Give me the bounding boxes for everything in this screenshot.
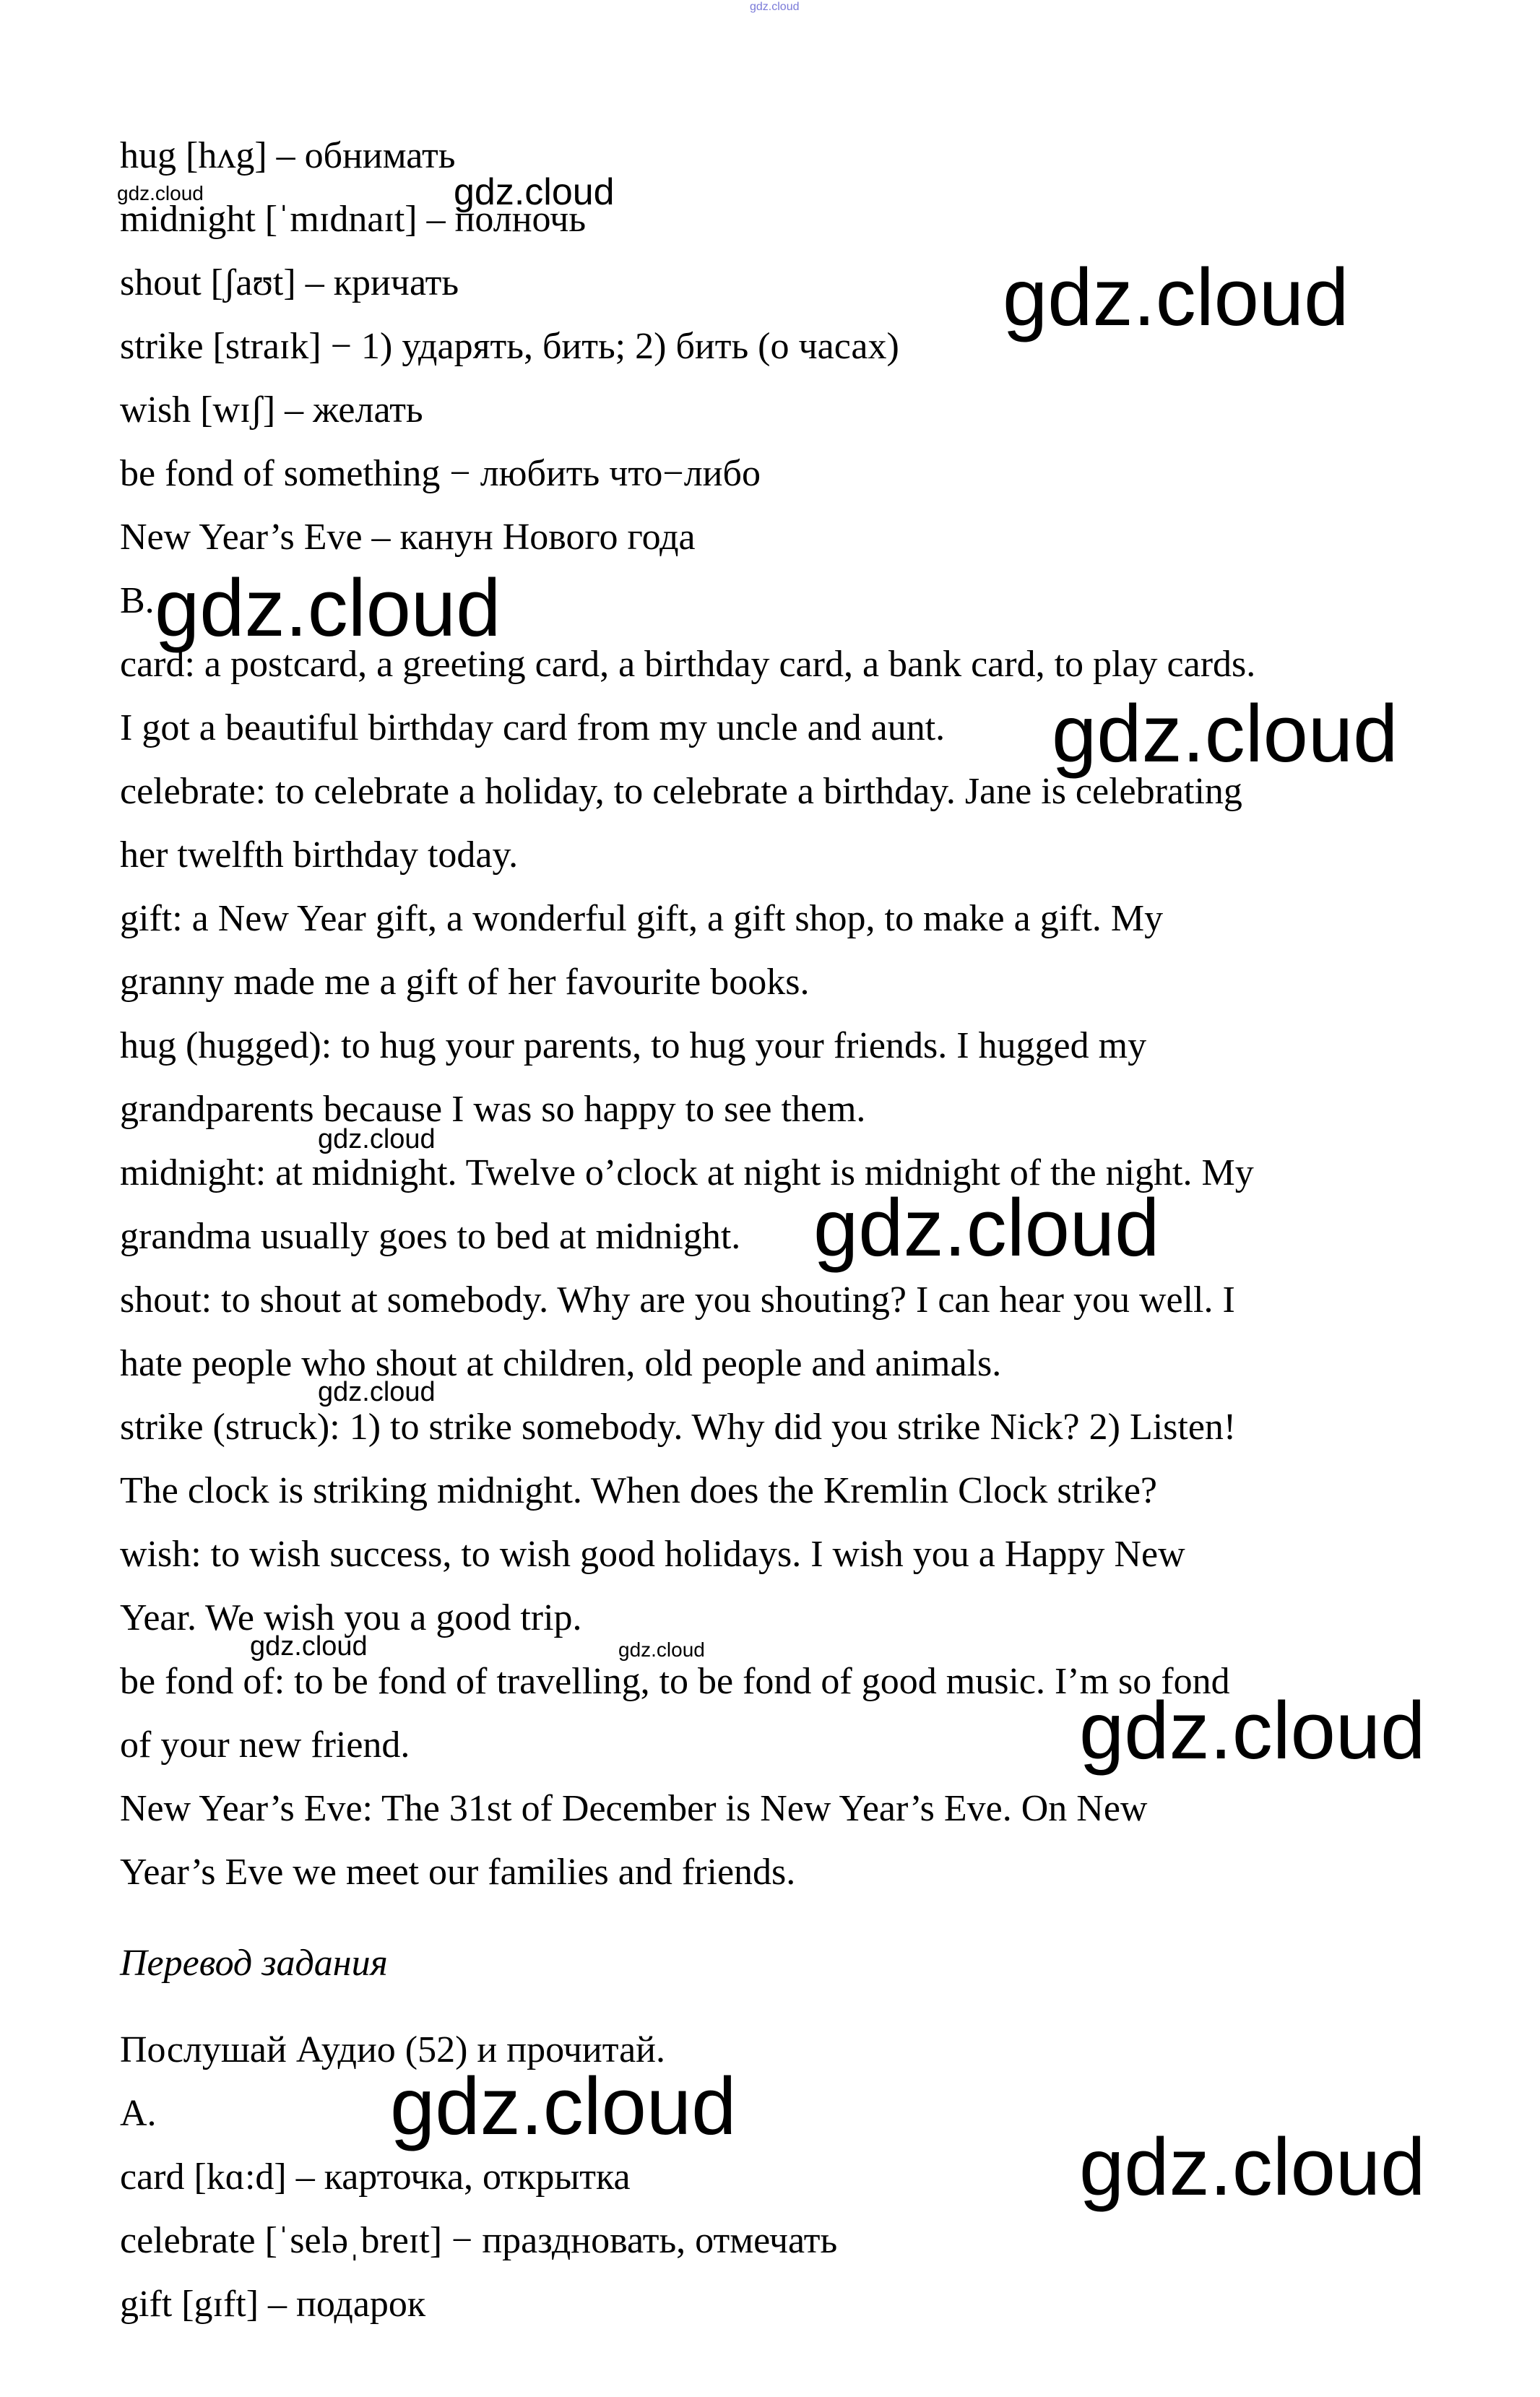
text-line: grandparents because I was so happy to see them. — [120, 1089, 866, 1130]
watermark: gdz.cloud — [1003, 252, 1349, 342]
watermark: gdz.cloud — [250, 1631, 368, 1662]
watermark: gdz.cloud — [618, 1638, 705, 1661]
vocab-line-card: card [kɑ:d] – карточка, открытка — [120, 2156, 631, 2198]
task-instruction: Послушай Аудио (52) и прочитай. — [120, 2029, 665, 2070]
watermark: gdz.cloud — [1079, 1685, 1426, 1776]
vocab-line-hug: hug [hʌg] – обнимать — [120, 135, 456, 176]
watermark: gdz.cloud — [1079, 2122, 1426, 2212]
vocab-line-be-fond: be fond of something − любить что−либо — [120, 453, 761, 494]
text-line: Year’s Eve we meet our families and friends. — [120, 1852, 796, 1893]
section-label-b: B. — [120, 580, 155, 621]
text-line: hate people who shout at children, old people and animals. — [120, 1343, 1002, 1384]
text-line: midnight: at midnight. Twelve o’clock at night is midnight of the night. My — [120, 1152, 1254, 1193]
watermark: gdz.cloud — [318, 1124, 436, 1154]
translation-heading: Перевод задания — [120, 1943, 388, 1984]
watermark: gdz.cloud — [813, 1183, 1160, 1273]
text-line: shout: to shout at somebody. Why are you shouting? I can hear you well. I — [120, 1279, 1235, 1321]
text-line: her twelfth birthday today. — [120, 834, 519, 876]
text-line: granny made me a gift of her favourite books. — [120, 962, 810, 1003]
watermark: gdz.cloud — [155, 563, 501, 653]
text-line: card: a postcard, a greeting card, a birthday card, a bank card, to play cards. — [120, 644, 1256, 685]
vocab-line-shout: shout [ʃaʊt] – кричать — [120, 262, 459, 303]
text-line: wish: to wish success, to wish good holidays. I wish you a Happy New — [120, 1534, 1185, 1575]
vocab-line-wish: wish [wɪʃ] – желать — [120, 389, 423, 431]
text-line: I got a beautiful birthday card from my uncle and aunt. — [120, 707, 946, 748]
watermark: gdz.cloud — [117, 182, 204, 204]
text-line: Year. We wish you a good trip. — [120, 1597, 582, 1638]
text-line: grandma usually goes to bed at midnight. — [120, 1216, 741, 1257]
text-line: strike (struck): 1) to strike somebody. Why did you strike Nick? 2) Listen! — [120, 1407, 1237, 1448]
watermark: gdz.cloud — [1052, 688, 1398, 779]
watermark: gdz.cloud — [454, 171, 615, 213]
text-line: be fond of: to be fond of travelling, to be fond of good music. I’m so fond — [120, 1661, 1230, 1702]
vocab-line-new-years-eve: New Year’s Eve – канун Нового года — [120, 517, 696, 558]
watermark: gdz.cloud — [390, 2061, 737, 2151]
vocab-line-celebrate: celebrate [ˈseləˌbreɪt] − праздновать, отмечать — [120, 2220, 838, 2261]
text-line: gift: a New Year gift, a wonderful gift, a gift shop, to make a gift. My — [120, 898, 1164, 939]
text-line: New Year’s Eve: The 31st of December is New Year’s Eve. On New — [120, 1788, 1148, 1829]
vocab-line-gift: gift [gɪft] – подарок — [120, 2284, 426, 2325]
vocab-line-strike: strike [straɪk] − 1) ударять, бить; 2) бить (о часах) — [120, 326, 899, 367]
text-line: The clock is striking midnight. When does the Kremlin Clock strike? — [120, 1470, 1157, 1511]
watermark: gdz.cloud — [318, 1377, 436, 1407]
vocab-line-midnight: midnight [ˈmɪdnaɪt] – полночь — [120, 199, 587, 240]
text-line: celebrate: to celebrate a holiday, to celebrate a birthday. Jane is celebrating — [120, 771, 1242, 812]
watermark: gdz.cloud — [750, 1, 800, 13]
section-label-a: А. — [120, 2093, 157, 2134]
text-line: of your new friend. — [120, 1724, 410, 1766]
text-line: hug (hugged): to hug your parents, to hug your friends. I hugged my — [120, 1025, 1147, 1066]
